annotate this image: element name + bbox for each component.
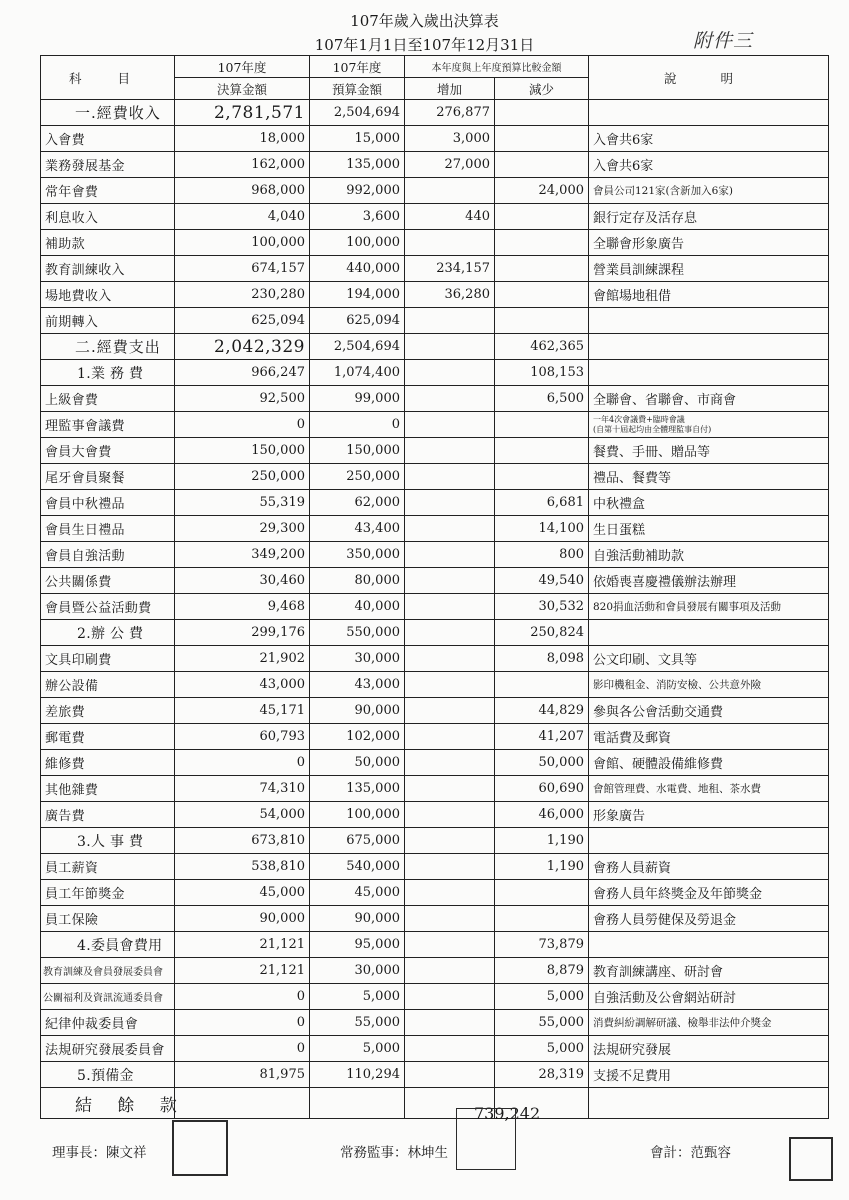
table-row <box>41 542 829 568</box>
accountant-seal <box>789 1137 833 1181</box>
row-decrease <box>495 672 589 698</box>
row-actual: 0 <box>175 1010 310 1036</box>
document-period: 107年1月1日至107年12月31日 <box>314 36 535 54</box>
row-subject: 業務發展基金 <box>41 152 175 178</box>
row-actual: 54,000 <box>175 802 310 828</box>
row-subject: 公共關係費 <box>41 568 175 594</box>
row-increase <box>405 958 495 984</box>
row-actual: 150,000 <box>175 438 310 464</box>
row-increase: 27,000 <box>405 152 495 178</box>
row-decrease: 30,532 <box>495 594 589 620</box>
table-row <box>41 490 829 516</box>
row-note: 會務人員薪資 <box>589 854 829 880</box>
row-note-line: (自第十屆起均由全體理監事自付) <box>593 424 712 434</box>
row-budget: 50,000 <box>310 750 405 776</box>
table-row <box>41 568 829 594</box>
table-row <box>41 516 829 542</box>
row-subject: 其他雜費 <box>41 776 175 802</box>
table-row <box>41 672 829 698</box>
row-decrease: 50,000 <box>495 750 589 776</box>
table-row <box>41 854 829 880</box>
row-increase <box>405 750 495 776</box>
row-budget: 5,000 <box>310 984 405 1010</box>
annex-mark: 附件三 <box>693 30 754 52</box>
row-budget: 40,000 <box>310 594 405 620</box>
table-row <box>41 100 829 126</box>
row-decrease: 46,000 <box>495 802 589 828</box>
row-subject: 利息收入 <box>41 204 175 230</box>
row-decrease: 462,365 <box>495 334 589 360</box>
row-decrease: 8,879 <box>495 958 589 984</box>
row-increase <box>405 880 495 906</box>
row-decrease <box>495 152 589 178</box>
supervisor-seal <box>456 1108 516 1170</box>
table-row <box>41 828 829 854</box>
row-budget: 62,000 <box>310 490 405 516</box>
row-increase <box>405 308 495 334</box>
row-actual: 45,171 <box>175 698 310 724</box>
row-actual: 100,000 <box>175 230 310 256</box>
header-actual-year: 107年度 <box>175 56 310 78</box>
row-budget: 1,074,400 <box>310 360 405 386</box>
row-budget: 30,000 <box>310 646 405 672</box>
row-actual: 0 <box>175 984 310 1010</box>
row-budget: 80,000 <box>310 568 405 594</box>
row-actual: 43,000 <box>175 672 310 698</box>
row-actual: 81,975 <box>175 1062 310 1088</box>
chairman-signature: 理事長：陳文祥 <box>52 1145 147 1161</box>
row-note: 會館場地租借 <box>589 282 829 308</box>
row-budget: 3,600 <box>310 204 405 230</box>
row-increase <box>405 516 495 542</box>
row-increase <box>405 802 495 828</box>
row-note: 營業員訓練課程 <box>589 256 829 282</box>
row-increase <box>405 438 495 464</box>
table-row <box>41 958 829 984</box>
row-subject: 2.辦 公 費 <box>41 620 175 646</box>
row-increase: 234,157 <box>405 256 495 282</box>
table-row <box>41 308 829 334</box>
row-actual: 968,000 <box>175 178 310 204</box>
row-note: 會館、硬體設備維修費 <box>589 750 829 776</box>
row-subject: 維修費 <box>41 750 175 776</box>
row-note <box>589 100 829 126</box>
row-budget: 2,504,694 <box>310 334 405 360</box>
row-note <box>589 308 829 334</box>
row-decrease <box>495 256 589 282</box>
row-decrease: 6,500 <box>495 386 589 412</box>
row-increase <box>405 178 495 204</box>
row-increase: 36,280 <box>405 282 495 308</box>
document-title: 107年歲入歲出決算表 <box>350 12 499 30</box>
row-note <box>589 412 829 438</box>
row-subject: 上級會費 <box>41 386 175 412</box>
row-budget: 2,504,694 <box>310 100 405 126</box>
header-actual-amount: 決算金額 <box>175 78 310 100</box>
table-row <box>41 750 829 776</box>
row-actual: 9,468 <box>175 594 310 620</box>
row-actual: 230,280 <box>175 282 310 308</box>
header-decrease: 減少 <box>495 78 589 100</box>
row-budget: 99,000 <box>310 386 405 412</box>
row-subject: 員工薪資 <box>41 854 175 880</box>
table-row <box>41 256 829 282</box>
row-budget: 100,000 <box>310 802 405 828</box>
row-subject: 紀律仲裁委員會 <box>41 1010 175 1036</box>
table-row <box>41 152 829 178</box>
row-note: 入會共6家 <box>589 152 829 178</box>
table-row <box>41 412 829 438</box>
table-row <box>41 984 829 1010</box>
row-budget: 194,000 <box>310 282 405 308</box>
header-budget-year: 107年度 <box>310 56 405 78</box>
row-decrease: 5,000 <box>495 984 589 1010</box>
row-decrease: 1,190 <box>495 854 589 880</box>
row-note: 依婚喪喜慶禮儀辦法辦理 <box>589 568 829 594</box>
row-increase <box>405 334 495 360</box>
row-note: 禮品、餐費等 <box>589 464 829 490</box>
table-row <box>41 620 829 646</box>
row-subject: 員工保險 <box>41 906 175 932</box>
row-note: 教育訓練講座、研討會 <box>589 958 829 984</box>
row-increase <box>405 672 495 698</box>
row-note: 法規研究發展 <box>589 1036 829 1062</box>
row-budget: 135,000 <box>310 152 405 178</box>
row-note <box>589 932 829 958</box>
row-budget: 675,000 <box>310 828 405 854</box>
row-subject: 會員生日禮品 <box>41 516 175 542</box>
row-increase <box>405 1010 495 1036</box>
row-decrease <box>495 880 589 906</box>
row-decrease: 28,319 <box>495 1062 589 1088</box>
row-actual: 4,040 <box>175 204 310 230</box>
row-subject: 一.經費收入 <box>41 100 175 126</box>
row-subject: 1.業 務 費 <box>41 360 175 386</box>
row-actual: 162,000 <box>175 152 310 178</box>
table-row <box>41 906 829 932</box>
row-note: 820捐血活動和會員發展有關事項及活動 <box>589 594 829 620</box>
row-decrease <box>495 906 589 932</box>
row-decrease: 41,207 <box>495 724 589 750</box>
row-subject: 公關福利及資訊流通委員會 <box>41 984 175 1010</box>
accountant-signature: 會計：范甄容 <box>650 1145 731 1161</box>
row-note: 銀行定存及活存息 <box>589 204 829 230</box>
row-actual: 349,200 <box>175 542 310 568</box>
row-note: 自強活動及公會網站研討 <box>589 984 829 1010</box>
row-budget: 90,000 <box>310 906 405 932</box>
row-note: 中秋禮盒 <box>589 490 829 516</box>
row-increase <box>405 984 495 1010</box>
row-increase <box>405 724 495 750</box>
row-actual: 538,810 <box>175 854 310 880</box>
row-increase: 440 <box>405 204 495 230</box>
row-budget: 540,000 <box>310 854 405 880</box>
row-decrease: 44,829 <box>495 698 589 724</box>
row-budget: 992,000 <box>310 178 405 204</box>
row-actual: 29,300 <box>175 516 310 542</box>
row-subject: 會員自強活動 <box>41 542 175 568</box>
row-actual: 250,000 <box>175 464 310 490</box>
row-actual: 2,042,329 <box>175 334 310 360</box>
row-note: 公文印刷、文具等 <box>589 646 829 672</box>
row-subject: 尾牙會員聚餐 <box>41 464 175 490</box>
row-subject: 補助款 <box>41 230 175 256</box>
row-decrease: 8,098 <box>495 646 589 672</box>
row-increase <box>405 464 495 490</box>
row-note: 餐費、手冊、贈品等 <box>589 438 829 464</box>
row-decrease <box>495 230 589 256</box>
row-increase <box>405 854 495 880</box>
row-subject: 差旅費 <box>41 698 175 724</box>
balance-value: 739,242 <box>474 1104 541 1123</box>
table-row <box>41 438 829 464</box>
row-budget: 625,094 <box>310 308 405 334</box>
row-actual: 299,176 <box>175 620 310 646</box>
table-row <box>41 464 829 490</box>
row-decrease <box>495 126 589 152</box>
row-actual: 674,157 <box>175 256 310 282</box>
row-decrease <box>495 438 589 464</box>
table-row <box>41 724 829 750</box>
row-decrease: 1,190 <box>495 828 589 854</box>
row-actual: 0 <box>175 412 310 438</box>
row-decrease: 14,100 <box>495 516 589 542</box>
row-decrease <box>495 308 589 334</box>
row-decrease <box>495 412 589 438</box>
table-row <box>41 1036 829 1062</box>
row-actual: 45,000 <box>175 880 310 906</box>
row-budget: 43,400 <box>310 516 405 542</box>
row-note <box>589 620 829 646</box>
row-note: 消費糾紛調解研議、檢舉非法仲介獎金 <box>589 1010 829 1036</box>
row-budget: 0 <box>310 412 405 438</box>
row-actual: 92,500 <box>175 386 310 412</box>
row-subject: 會員中秋禮品 <box>41 490 175 516</box>
row-note: 參與各公會活動交通費 <box>589 698 829 724</box>
row-subject: 前期轉入 <box>41 308 175 334</box>
row-decrease: 800 <box>495 542 589 568</box>
row-decrease: 60,690 <box>495 776 589 802</box>
row-budget: 95,000 <box>310 932 405 958</box>
row-actual: 18,000 <box>175 126 310 152</box>
row-increase <box>405 386 495 412</box>
row-subject: 教育訓練收入 <box>41 256 175 282</box>
table-row <box>41 594 829 620</box>
row-decrease: 55,000 <box>495 1010 589 1036</box>
row-subject: 場地費收入 <box>41 282 175 308</box>
row-note: 會館管理費、水電費、地租、茶水費 <box>589 776 829 802</box>
table-row <box>41 1010 829 1036</box>
row-note: 形象廣告 <box>589 802 829 828</box>
row-decrease: 24,000 <box>495 178 589 204</box>
row-note: 生日蛋糕 <box>589 516 829 542</box>
row-budget: 5,000 <box>310 1036 405 1062</box>
table-row <box>41 880 829 906</box>
header-compare: 本年度與上年度預算比較金額 <box>405 56 589 78</box>
row-decrease <box>495 100 589 126</box>
row-note: 入會共6家 <box>589 126 829 152</box>
table-row <box>41 646 829 672</box>
row-actual: 0 <box>175 1036 310 1062</box>
row-actual: 625,094 <box>175 308 310 334</box>
row-subject: 常年會費 <box>41 178 175 204</box>
row-budget: 100,000 <box>310 230 405 256</box>
row-actual: 74,310 <box>175 776 310 802</box>
table-row <box>41 230 829 256</box>
table-row <box>41 386 829 412</box>
budget-table <box>40 55 829 1119</box>
table-row <box>41 178 829 204</box>
row-actual: 21,121 <box>175 958 310 984</box>
row-decrease <box>495 464 589 490</box>
row-subject: 會員大會費 <box>41 438 175 464</box>
row-budget: 45,000 <box>310 880 405 906</box>
table-row <box>41 776 829 802</box>
row-budget: 55,000 <box>310 1010 405 1036</box>
row-decrease: 6,681 <box>495 490 589 516</box>
row-subject: 文具印刷費 <box>41 646 175 672</box>
row-note: 會務人員勞健保及勞退金 <box>589 906 829 932</box>
row-increase <box>405 542 495 568</box>
row-subject: 教育訓練及會員發展委員會 <box>41 958 175 984</box>
row-actual: 2,781,571 <box>175 100 310 126</box>
row-decrease <box>495 204 589 230</box>
table-row <box>41 1062 829 1088</box>
row-note: 全聯會形象廣告 <box>589 230 829 256</box>
row-increase <box>405 906 495 932</box>
row-note <box>589 828 829 854</box>
row-increase <box>405 698 495 724</box>
row-subject: 廣告費 <box>41 802 175 828</box>
row-note: 影印機租金、消防安檢、公共意外險 <box>589 672 829 698</box>
row-decrease: 49,540 <box>495 568 589 594</box>
row-actual: 30,460 <box>175 568 310 594</box>
header-increase: 增加 <box>405 78 495 100</box>
row-increase <box>405 230 495 256</box>
row-budget: 43,000 <box>310 672 405 698</box>
row-decrease: 250,824 <box>495 620 589 646</box>
row-actual: 673,810 <box>175 828 310 854</box>
table-row <box>41 802 829 828</box>
row-decrease <box>495 282 589 308</box>
row-increase <box>405 490 495 516</box>
row-actual: 21,121 <box>175 932 310 958</box>
row-subject: 5.預備金 <box>41 1062 175 1088</box>
row-budget: 440,000 <box>310 256 405 282</box>
row-budget: 350,000 <box>310 542 405 568</box>
table-row <box>41 698 829 724</box>
row-note: 自強活動補助款 <box>589 542 829 568</box>
row-budget: 110,294 <box>310 1062 405 1088</box>
table-row <box>41 334 829 360</box>
table-row <box>41 932 829 958</box>
header-budget-amount: 預算金額 <box>310 78 405 100</box>
row-note: 支援不足費用 <box>589 1062 829 1088</box>
row-note <box>589 360 829 386</box>
row-increase <box>405 412 495 438</box>
row-increase <box>405 828 495 854</box>
table-row <box>41 360 829 386</box>
row-subject: 員工年節獎金 <box>41 880 175 906</box>
row-budget: 550,000 <box>310 620 405 646</box>
row-increase <box>405 776 495 802</box>
row-decrease: 5,000 <box>495 1036 589 1062</box>
supervisor-signature: 常務監事：林坤生 <box>340 1145 448 1161</box>
table-row <box>41 282 829 308</box>
header-notes: 說 明 <box>589 56 829 100</box>
row-actual: 21,902 <box>175 646 310 672</box>
row-subject: 4.委員會費用 <box>41 932 175 958</box>
row-subject: 法規研究發展委員會 <box>41 1036 175 1062</box>
table-row <box>41 204 829 230</box>
table-body <box>41 100 829 1088</box>
chairman-seal <box>172 1120 228 1176</box>
row-actual: 90,000 <box>175 906 310 932</box>
row-increase <box>405 932 495 958</box>
row-actual: 966,247 <box>175 360 310 386</box>
row-increase <box>405 620 495 646</box>
balance-label: 結 餘 款 <box>41 1088 175 1119</box>
row-note: 會務人員年終獎金及年節獎金 <box>589 880 829 906</box>
row-decrease: 73,879 <box>495 932 589 958</box>
row-subject: 入會費 <box>41 126 175 152</box>
row-note-line: 一年4次會議費+臨時會議 <box>593 414 685 424</box>
row-increase: 3,000 <box>405 126 495 152</box>
row-note: 會員公司121家(含新加入6家) <box>589 178 829 204</box>
row-note: 電話費及郵資 <box>589 724 829 750</box>
row-subject: 郵電費 <box>41 724 175 750</box>
row-increase <box>405 1062 495 1088</box>
row-increase: 276,877 <box>405 100 495 126</box>
row-budget: 150,000 <box>310 438 405 464</box>
row-decrease: 108,153 <box>495 360 589 386</box>
row-budget: 250,000 <box>310 464 405 490</box>
row-budget: 30,000 <box>310 958 405 984</box>
row-actual: 55,319 <box>175 490 310 516</box>
row-increase <box>405 360 495 386</box>
row-subject: 3.人 事 費 <box>41 828 175 854</box>
row-note: 全聯會、省聯會、市商會 <box>589 386 829 412</box>
row-budget: 15,000 <box>310 126 405 152</box>
row-actual: 60,793 <box>175 724 310 750</box>
row-actual: 0 <box>175 750 310 776</box>
table-row <box>41 126 829 152</box>
row-increase <box>405 568 495 594</box>
row-subject: 會員暨公益活動費 <box>41 594 175 620</box>
row-budget: 135,000 <box>310 776 405 802</box>
row-note <box>589 334 829 360</box>
row-subject: 二.經費支出 <box>41 334 175 360</box>
row-increase <box>405 646 495 672</box>
row-subject: 理監事會議費 <box>41 412 175 438</box>
row-budget: 90,000 <box>310 698 405 724</box>
row-increase <box>405 594 495 620</box>
row-subject: 辦公設備 <box>41 672 175 698</box>
header-subject: 科 目 <box>41 56 175 100</box>
row-budget: 102,000 <box>310 724 405 750</box>
row-increase <box>405 1036 495 1062</box>
